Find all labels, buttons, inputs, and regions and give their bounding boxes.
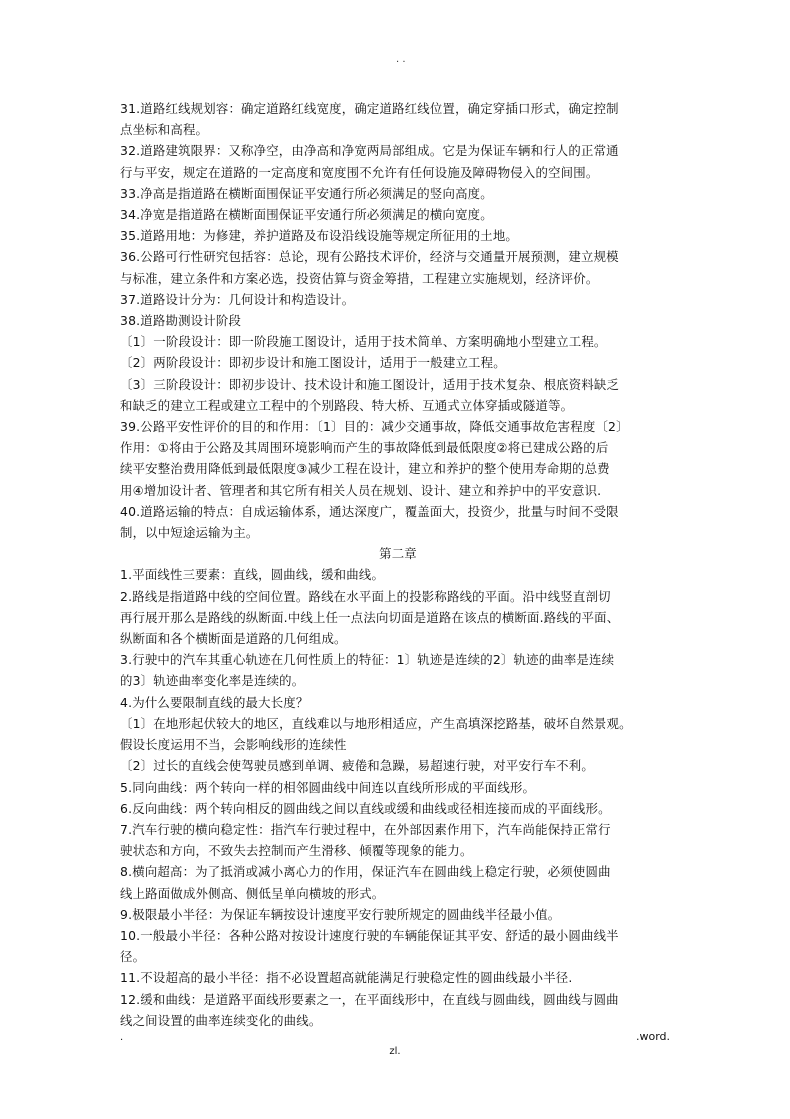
text-line: 续平安整治费用降低到最低限度③减少工程在设计，建立和养护的整个使用寿命期的总费 [120,461,610,477]
text-line: 和缺乏的建立工程或建立工程中的个别路段、特大桥、互通式立体穿插或隧道等。 [120,397,574,413]
text-line: 与标准，建立条件和方案必选，投资估算与资金筹措，工程建立实施规划，经济评价。 [120,270,599,286]
text-line: 用④增加设计者、管理者和其它所有相关人员在规划、设计、建立和养护中的平安意识. [120,482,602,498]
document-body [120,98,676,1031]
text-line: 2.路线是指道路中线的空间位置。路线在水平面上的投影称路线的平面。沿中线竖直剖切 [120,588,611,604]
text-line: 〔1〕一阶段设计：即一阶段施工图设计，适用于技术简单、方案明确地小型建立工程。 [120,334,607,350]
text-line: 37.道路设计分为：几何设计和构造设计。 [120,291,355,307]
text-line: 纵断面和各个横断面是道路的几何组成。 [120,631,347,647]
text-line: 9.极限最小半径：为保证车辆按设计速度平安行驶所规定的圆曲线半径最小值。 [120,906,561,922]
text-line: 作用：①将由于公路及其周围环境影响而产生的事故降低到最低限度②将已建成公路的后 [120,440,609,456]
header-dot: . . [396,54,406,65]
text-line: 点坐标和高程。 [120,122,209,138]
text-line: 径。 [120,949,146,965]
text-line: 行与平安，规定在道路的一定高度和宽度围不允许有任何设施及障碍物侵入的空间围。 [120,164,599,180]
text-line: 〔1〕在地形起伏较大的地区，直线难以与地形相适应，产生高填深挖路基，破坏自然景观。 [120,715,632,731]
text-line: 〔2〕两阶段设计：即初步设计和施工图设计，适用于一般建立工程。 [120,355,506,371]
chapter-title: 第二章 [379,546,417,562]
text-line: 〔2〕过长的直线会使驾驶员感到单调、疲倦和急躁，易超速行驶，对平安行车不利。 [120,758,594,774]
text-line: 的3〕轨迹曲率变化率是连续的。 [120,673,305,689]
text-line: 34.净宽是指道路在横断面围保证平安通行所必须满足的横向宽度。 [120,207,493,223]
text-line: 10.一般最小半径：各种公路对按设计速度行驶的车辆能保证其平安、舒适的最小圆曲线半 [120,927,619,943]
text-line: 再行展开那么是路线的纵断面.中线上任一点法向切面是道路在该点的横断面.路线的平面、 [120,609,620,625]
text-line: 3.行驶中的汽车其重心轨迹在几何性质上的特征：1〕轨迹是连续的2〕轨迹的曲率是连续 [120,652,615,668]
text-line: 5.同向曲线：两个转向一样的相邻圆曲线中间连以直线所形成的平面线形。 [120,779,536,795]
footer-left-dot: . [120,1032,124,1043]
text-line: 7.汽车行驶的横向稳定性：指汽车行驶过程中，在外部因素作用下，汽车尚能保持正常行 [120,821,611,837]
text-line: 假设长度运用不当，会影响线形的连续性 [120,737,347,753]
text-line: 40.道路运输的特点：自成运输体系，通达深度广，覆盖面大，投资少，批量与时间不受限 [120,503,619,519]
text-line: 制，以中短途运输为主。 [120,525,259,541]
text-line: 32.道路建筑限界：又称净空，由净高和净宽两局部组成。它是为保证车辆和行人的正常通 [120,143,619,159]
text-line: 39.公路平安性评价的目的和作用：〔1〕目的：减少交通事故，降低交通事故危害程度〔2〕 [120,419,629,435]
text-line: 线之间设置的曲率连续变化的曲线。 [120,1012,322,1028]
text-line: 线上路面做成外侧高、侧低呈单向横坡的形式。 [120,885,385,901]
text-line: 33.净高是指道路在横断面围保证平安通行所必须满足的竖向高度。 [120,185,493,201]
text-line: 8.横向超高：为了抵消或减小离心力的作用，保证汽车在圆曲线上稳定行驶，必须使圆曲 [120,864,611,880]
footer-word: .word. [635,1030,670,1043]
text-line: 11.不设超高的最小半径：指不必设置超高就能满足行驶稳定性的圆曲线最小半径. [120,970,573,986]
text-line: 31.道路红线规划容：确定道路红线宽度，确定道路红线位置，确定穿插口形式，确定控制 [120,101,619,116]
text-line: 驶状态和方向，不致失去控制而产生滑移、倾覆等现象的能力。 [120,843,473,859]
text-line: 35.道路用地：为修建，养护道路及布设沿线设施等规定所征用的土地。 [120,228,519,244]
text-line: 1.平面线性三要素：直线，圆曲线，缓和曲线。 [120,567,385,583]
text-line: 12.缓和曲线：是道路平面线形要素之一，在平面线形中，在直线与圆曲线，圆曲线与圆曲 [120,991,619,1007]
text-line: 6.反向曲线：两个转向相反的圆曲线之间以直线或缓和曲线或径相连接而成的平面线形。 [120,800,611,816]
text-line: 4.为什么要限制直线的最大长度？ [120,694,309,710]
text-line: 38.道路勘测设计阶段 [120,313,242,329]
text-line: 〔3〕三阶段设计：即初步设计、技术设计和施工图设计，适用于技术复杂、根底资料缺乏 [120,376,620,392]
text-line: 36.公路可行性研究包括容：总论，现有公路技术评价，经济与交通量开展预测，建立规模 [120,249,619,265]
footer-center: zl. [389,1046,401,1057]
